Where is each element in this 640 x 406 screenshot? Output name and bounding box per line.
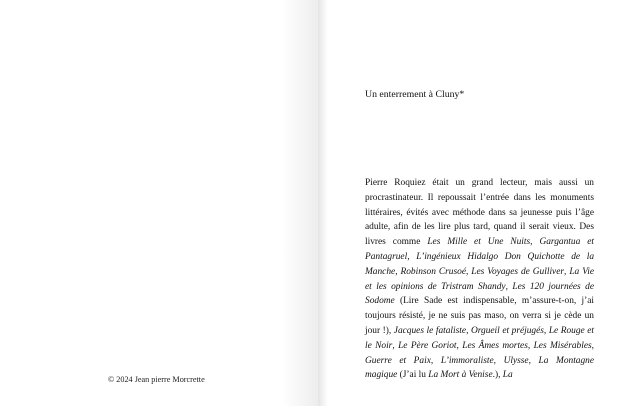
copyright-notice: © 2024 Jean pierre Morcrette	[108, 375, 205, 384]
book-title-text: Ulysse	[503, 355, 529, 366]
paragraph-text: ,	[430, 355, 441, 366]
book-title-text: Les Misérables	[533, 340, 592, 351]
book-title-text: Les Âmes mortes	[462, 340, 528, 351]
book-title-text: L’immoraliste	[440, 355, 494, 366]
paragraph-text: .),	[492, 370, 503, 381]
paragraph-text: ,	[392, 340, 399, 351]
book-title-text: La Montagne magique	[365, 355, 595, 381]
paragraph-text: (J’ai lu	[397, 370, 429, 381]
book-title-text: Guerre et Paix	[365, 355, 431, 366]
paragraph-text: (Lire Sade est indispensable, m’assure-t-on, j’ai toujours résisté, je ne suis pas maso, on verra si je cède un jour !),	[365, 296, 594, 336]
chapter-title: Un enterrement à Cluny*	[365, 89, 465, 100]
book-title-text: Les 120 journées de Sodome	[365, 281, 594, 307]
paragraph-text: ,	[493, 355, 504, 366]
book-title-text: L’ingénieux Hidalgo Don Quichotte de la Manche	[365, 251, 595, 277]
book-title-text: Jacques le fataliste	[393, 325, 467, 336]
body-paragraph	[365, 176, 594, 383]
right-page	[318, 0, 640, 406]
paragraph-text: ,	[527, 340, 534, 351]
book-title-text: Les Mille et Une Nuits	[427, 237, 531, 248]
book-title-text: La	[502, 370, 513, 381]
paragraph-text: ,	[505, 281, 513, 292]
paragraph-text: ,	[591, 340, 594, 351]
paragraph-text: ,	[530, 237, 540, 248]
book-title-text: Le Rouge et le Noir	[365, 325, 594, 351]
paragraph-text: ,	[407, 251, 417, 262]
book-title-text: Orgueil et préjugés	[470, 325, 544, 336]
paragraph-text: ,	[543, 325, 549, 336]
book-title-text: La Mort à Venise	[428, 370, 493, 381]
paragraph-text: Pierre Roquiez était un grand lecteur, mais aussi un procrastinateur. Il repoussait l’entrée dans les monuments littéraires, évités avec méthode dans sa jeunesse puis l’âge adulte, afin de les lire plus tard, quand il serait vieux. Des livres comme	[365, 178, 594, 248]
paragraph-text: ,	[456, 340, 463, 351]
paragraph-text: ,	[465, 266, 472, 277]
book-title-text: Les Voyages de Gulliver	[471, 266, 565, 277]
left-page	[0, 0, 318, 406]
book-title-text: La Vie et les opinions de Tristram Shandy	[365, 266, 595, 292]
book-title-text: Gargantua et Pantagruel	[365, 237, 594, 262]
paragraph-text: ,	[466, 325, 471, 336]
paragraph-text: ,	[564, 266, 570, 277]
paragraph-text: ,	[528, 355, 539, 366]
book-title-text: Robinson Crusoé	[400, 266, 466, 277]
paragraph-text: ,	[395, 266, 401, 277]
book-title-text: Le Père Goriot	[398, 340, 457, 351]
